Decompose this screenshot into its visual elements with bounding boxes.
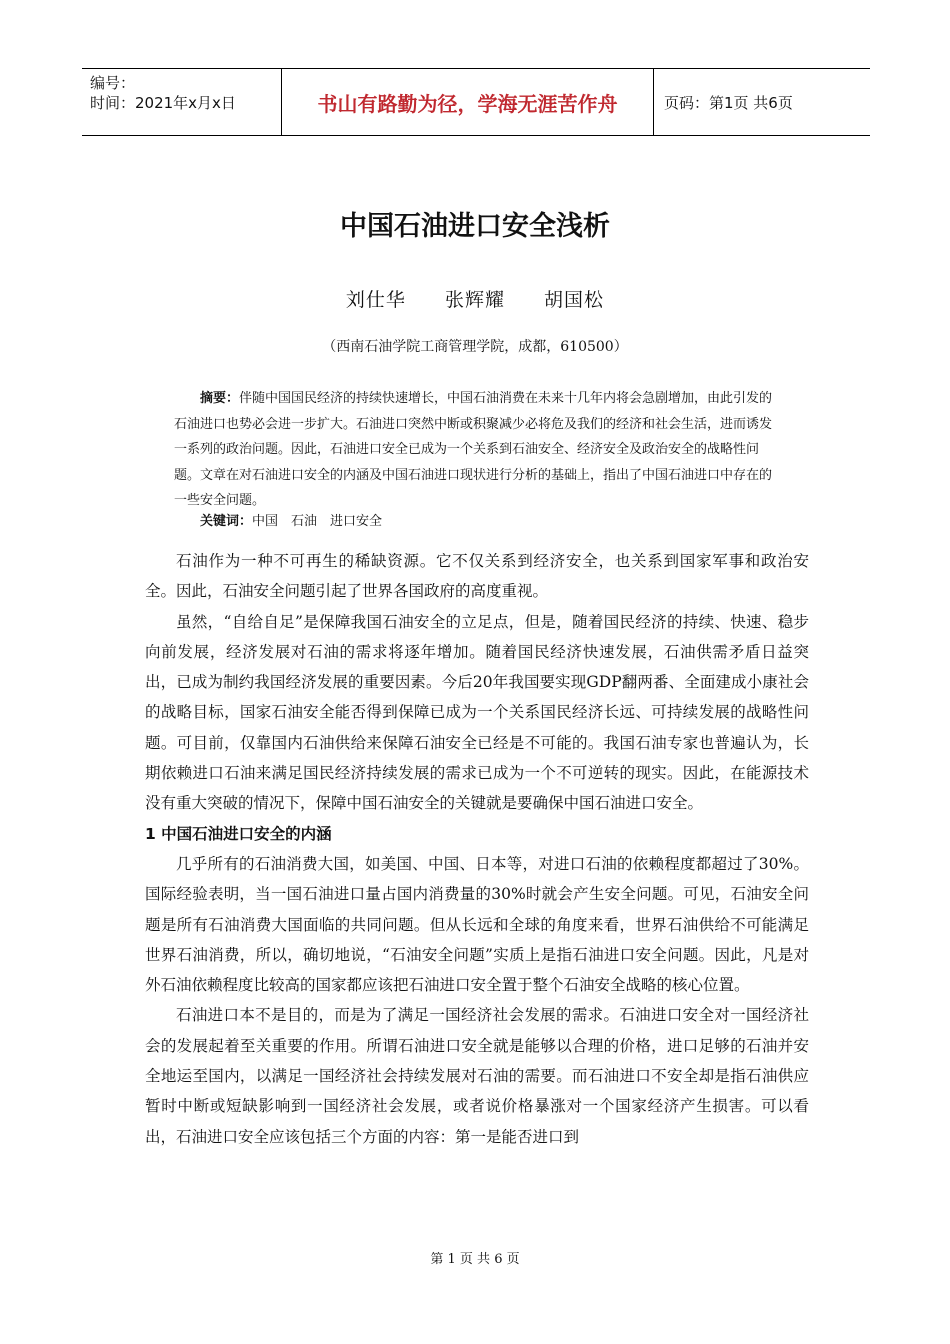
header-page-info: 页码：第1页 共6页 [664,93,793,112]
affiliation: （西南石油学院工商管理学院，成都，610500） [322,339,628,355]
author-name: 张辉耀 [444,289,505,311]
author-name: 刘仕华 [345,289,406,311]
abstract-text: 伴随中国国民经济的持续快速增长，中国石油消费在未来十几年内将会急剧增加，由此引发的石油进口也势必会进一步扩大。石油进口突然中断或积聚减少必将危及我们的经济和社会生活，进而诱发一系列的政治问题。因此，石油进口安全已成为一个关系到石油安全、经济安全及政治安全的战略性问题。文章在对石油进口安全的内涵及中国石油进口现状进行分析的基础上，指出了中国石油进口中存在的一些安全问题。 [174,391,773,508]
page-header [82,68,870,136]
article-title: 中国石油进口安全浅析 [340,211,610,242]
document-number-label: 编号： [90,74,136,92]
keywords-label: 关键词： [200,514,253,529]
page-footer: 第 1 页 共 6 页 [430,1252,520,1267]
body-paragraph: 石油进口本不是目的，而是为了满足一国经济社会发展的需求。石油进口安全对一国经济社会的发展起着至关重要的作用。所谓石油进口安全就是能够以合理的价格，进口足够的石油并安全地运至国内，以满足一国经济社会持续发展对石油的需要。而石油进口不安全却是指石油供应暂时中断或短缺影响到一国经济社会发展，或者说价格暴涨对一个国家经济产生损害。可以看出，石油进口安全应该包括三个方面的内容：第一是能否进口到 [145,1006,809,1146]
header-meta [82,69,282,135]
author-list [0,285,950,312]
abstract [174,386,780,514]
document-time: 时间：2021年x月x日 [90,94,236,112]
body-paragraph: 虽然，“自给自足”是保障我国石油安全的立足点，但是，随着国民经济的持续、快速、稳步向前发展，经济发展对石油的需求将逐年增加。随着国民经济快速发展，石油供需矛盾日益突出，已成为制约我国经济发展的重要因素。今后20年我国要实现GDP翻两番、全面建成小康社会的战略目标，国家石油安全能否得到保障已成为一个关系国民经济长远、可持续发展的战略性问题。可目前，仅靠国内石油供给来保障石油安全已经是不可能的。我国石油专家也普遍认为，长期依赖进口石油来满足国民经济持续发展的需求已成为一个不可逆转的现实。因此，在能源技术没有重大突破的情况下，保障中国石油安全的关键就是要确保中国石油进口安全。 [145,612,809,813]
keywords-text: 中国 石油 进口安全 [252,514,383,529]
author-name: 胡国松 [544,289,605,311]
article-body [145,546,809,1152]
body-paragraph: 几乎所有的石油消费大国，如美国、中国、日本等，对进口石油的依赖程度都超过了30%。国际经验表明，当一国石油进口量占国内消费量的30%时就会产生安全问题。可见，石油安全问题是所有石油消费大国面临的共同问题。但从长远和全球的角度来看，世界石油供给不可能满足世界石油消费，所以，确切地说，“石油安全问题”实质上是指石油进口安全问题。因此，凡是对外石油依赖程度比较高的国家都应该把石油进口安全置于整个石油安全战略的核心位置。 [145,854,809,995]
header-motto: 书山有路勤为径，学海无涯苦作舟 [282,69,654,135]
abstract-label: 摘要： [200,391,240,406]
keywords [200,510,382,529]
section-heading: 1 中国石油进口安全的内涵 [145,824,332,843]
body-paragraph: 石油作为一种不可再生的稀缺资源。它不仅关系到经济安全，也关系到国家军事和政治安全。因此，石油安全问题引起了世界各国政府的高度重视。 [145,552,809,601]
